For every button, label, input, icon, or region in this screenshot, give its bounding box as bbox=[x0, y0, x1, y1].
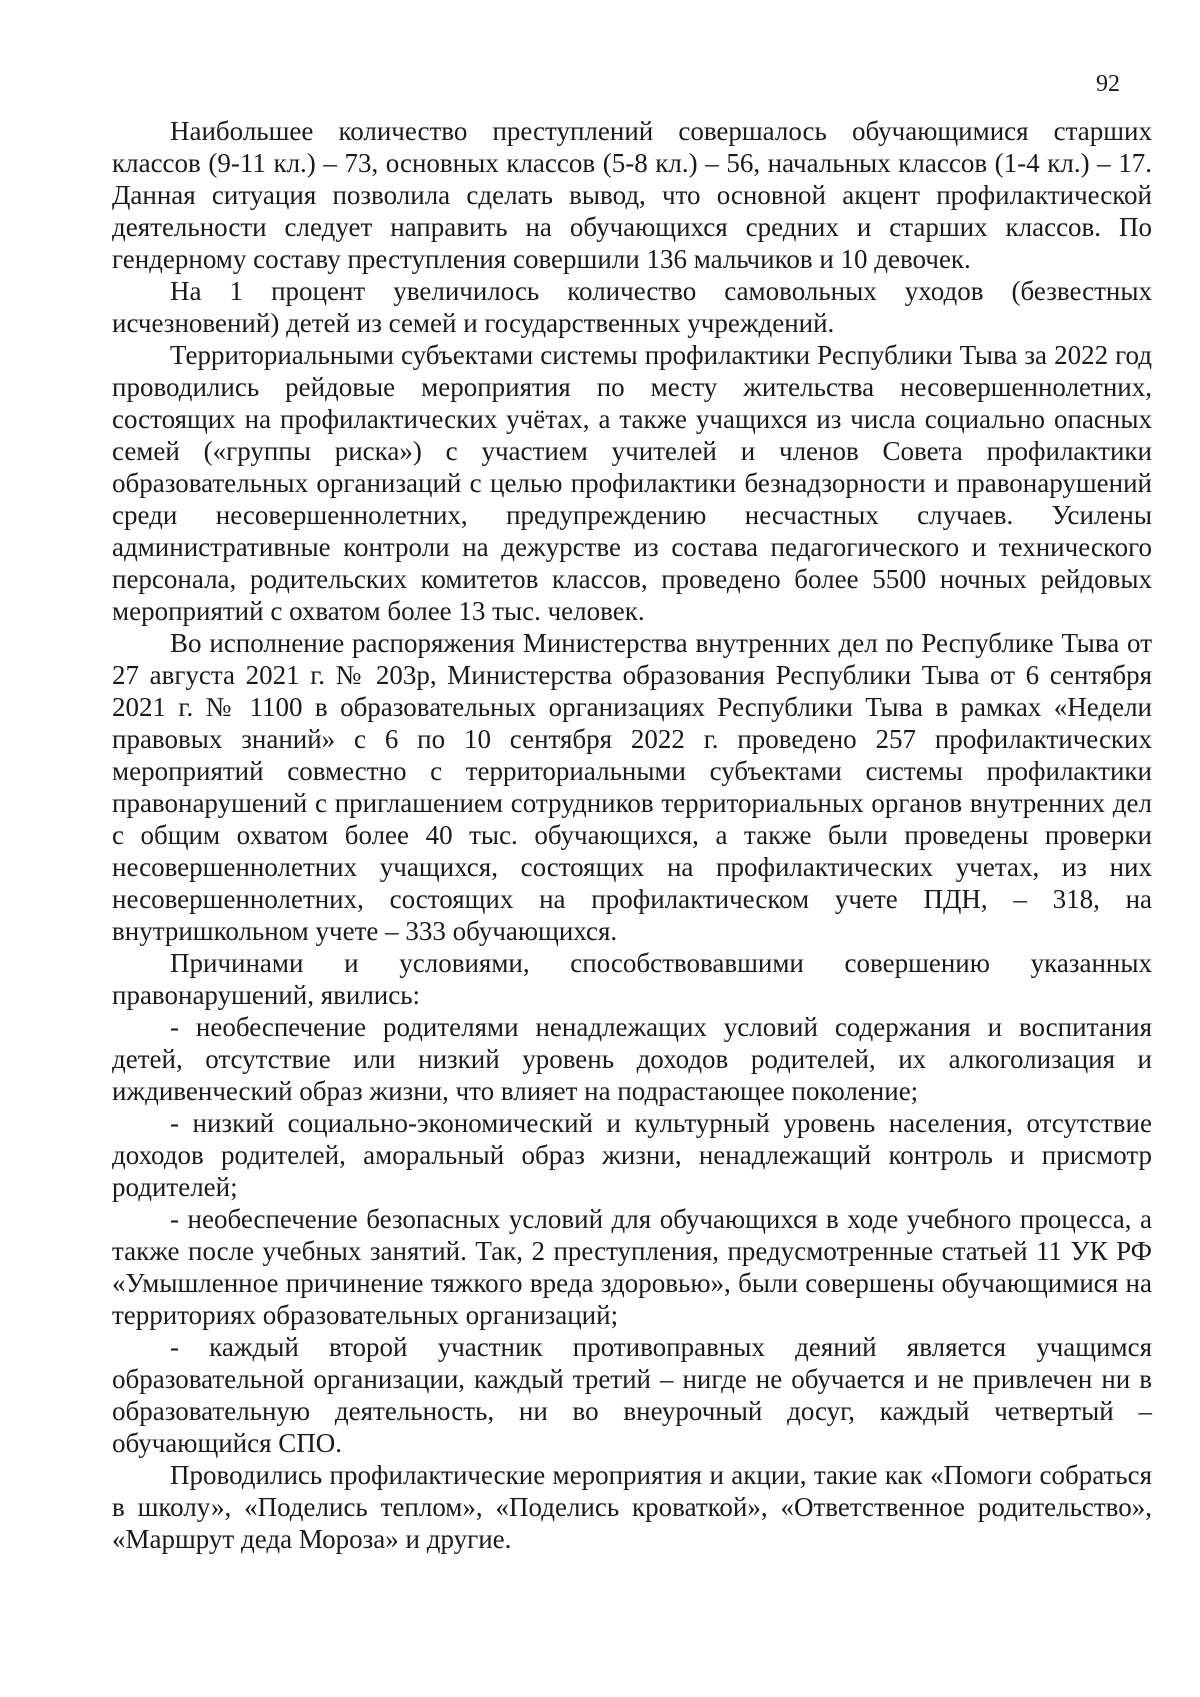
page-number: 92 bbox=[1096, 71, 1120, 97]
paragraph-raid-activities: Территориальными субъектами системы профилактики Республики Тыва за 2022 год проводились рейдовые мероприятия по месту жительства несовершеннолетних, состоящих на профилактических учётах, а также учащихся из числа социально опасных семей («группы риска») с участием учителей и членов Совета профилактики образовательных организаций с целью профилактики безнадзорности и правонарушений среди несовершеннолетних, предупреждению несчастных случаев. Усилены административные контроли на дежурстве из состава педагогического и технического персонала, родительских комитетов классов, проведено более 5500 ночных рейдовых мероприятий с охватом более 13 тыс. человек. bbox=[112, 340, 1152, 626]
paragraph-crime-statistics: Наибольшее количество преступлений совершалось обучающимися старших классов (9-11 кл.) – 73, основных классов (5-8 кл.) – 56, начальных классов (1-4 кл.) – 17. Данная ситуация позволила сделать вывод, что основной акцент профилактической деятельности следует направить на обучающихся средних и старших классов. По гендерному составу преступления совершили 136 мальчиков и 10 девочек. bbox=[112, 116, 1152, 274]
paragraph-unauthorized-departures: На 1 процент увеличилось количество самовольных уходов (безвестных исчезновений) детей из семей и государственных учреждений. bbox=[112, 276, 1152, 338]
cause-item: - низкий социально-экономический и культурный уровень населения, отсутствие доходов родителей, аморальный образ жизни, ненадлежащий контроль и присмотр родителей; bbox=[112, 1108, 1152, 1202]
paragraph-preventive-actions: Проводились профилактические мероприятия и акции, такие как «Помоги собраться в школу», «Поделись теплом», «Поделись кроваткой», «Ответственное родительство», «Маршрут деда Мороза» и другие. bbox=[112, 1460, 1152, 1554]
document-body bbox=[112, 115, 1152, 1555]
cause-item: - каждый второй участник противоправных деяний является учащимся образовательной организации, каждый третий – нигде не обучается и не привлечен ни в образовательную деятельность, ни во внеурочный досуг, каждый четвертый – обучающийся СПО. bbox=[112, 1332, 1152, 1458]
paragraph-causes-intro: Причинами и условиями, способствовавшими совершению указанных правонарушений, явились: bbox=[112, 948, 1152, 1010]
paragraph-legal-knowledge-week: Во исполнение распоряжения Министерства внутренних дел по Республике Тыва от 27 августа 2021 г. № 203р, Министерства образования Республики Тыва от 6 сентября 2021 г. № 1100 в образовательных организациях Республики Тыва в рамках «Недели правовых знаний» с 6 по 10 сентября 2022 г. проведено 257 профилактических мероприятий совместно с территориальными субъектами системы профилактики правонарушений с приглашением сотрудников территориальных органов внутренних дел с общим охватом более 40 тыс. обучающихся, а также были проведены проверки несовершеннолетних учащихся, состоящих на профилактических учетах, из них несовершеннолетних, состоящих на профилактическом учете ПДН, – 318, на внутришкольном учете – 333 обучающихся. bbox=[112, 628, 1152, 946]
cause-item: - необеспечение безопасных условий для обучающихся в ходе учебного процесса, а также после учебных занятий. Так, 2 преступления, предусмотренные статьей 11 УК РФ «Умышленное причинение тяжкого вреда здоровью», были совершены обучающимися на территориях образовательных организаций; bbox=[112, 1204, 1152, 1330]
cause-item: - необеспечение родителями ненадлежащих условий содержания и воспитания детей, отсутствие или низкий уровень доходов родителей, их алкоголизация и иждивенческий образ жизни, что влияет на подрастающее поколение; bbox=[112, 1012, 1152, 1106]
